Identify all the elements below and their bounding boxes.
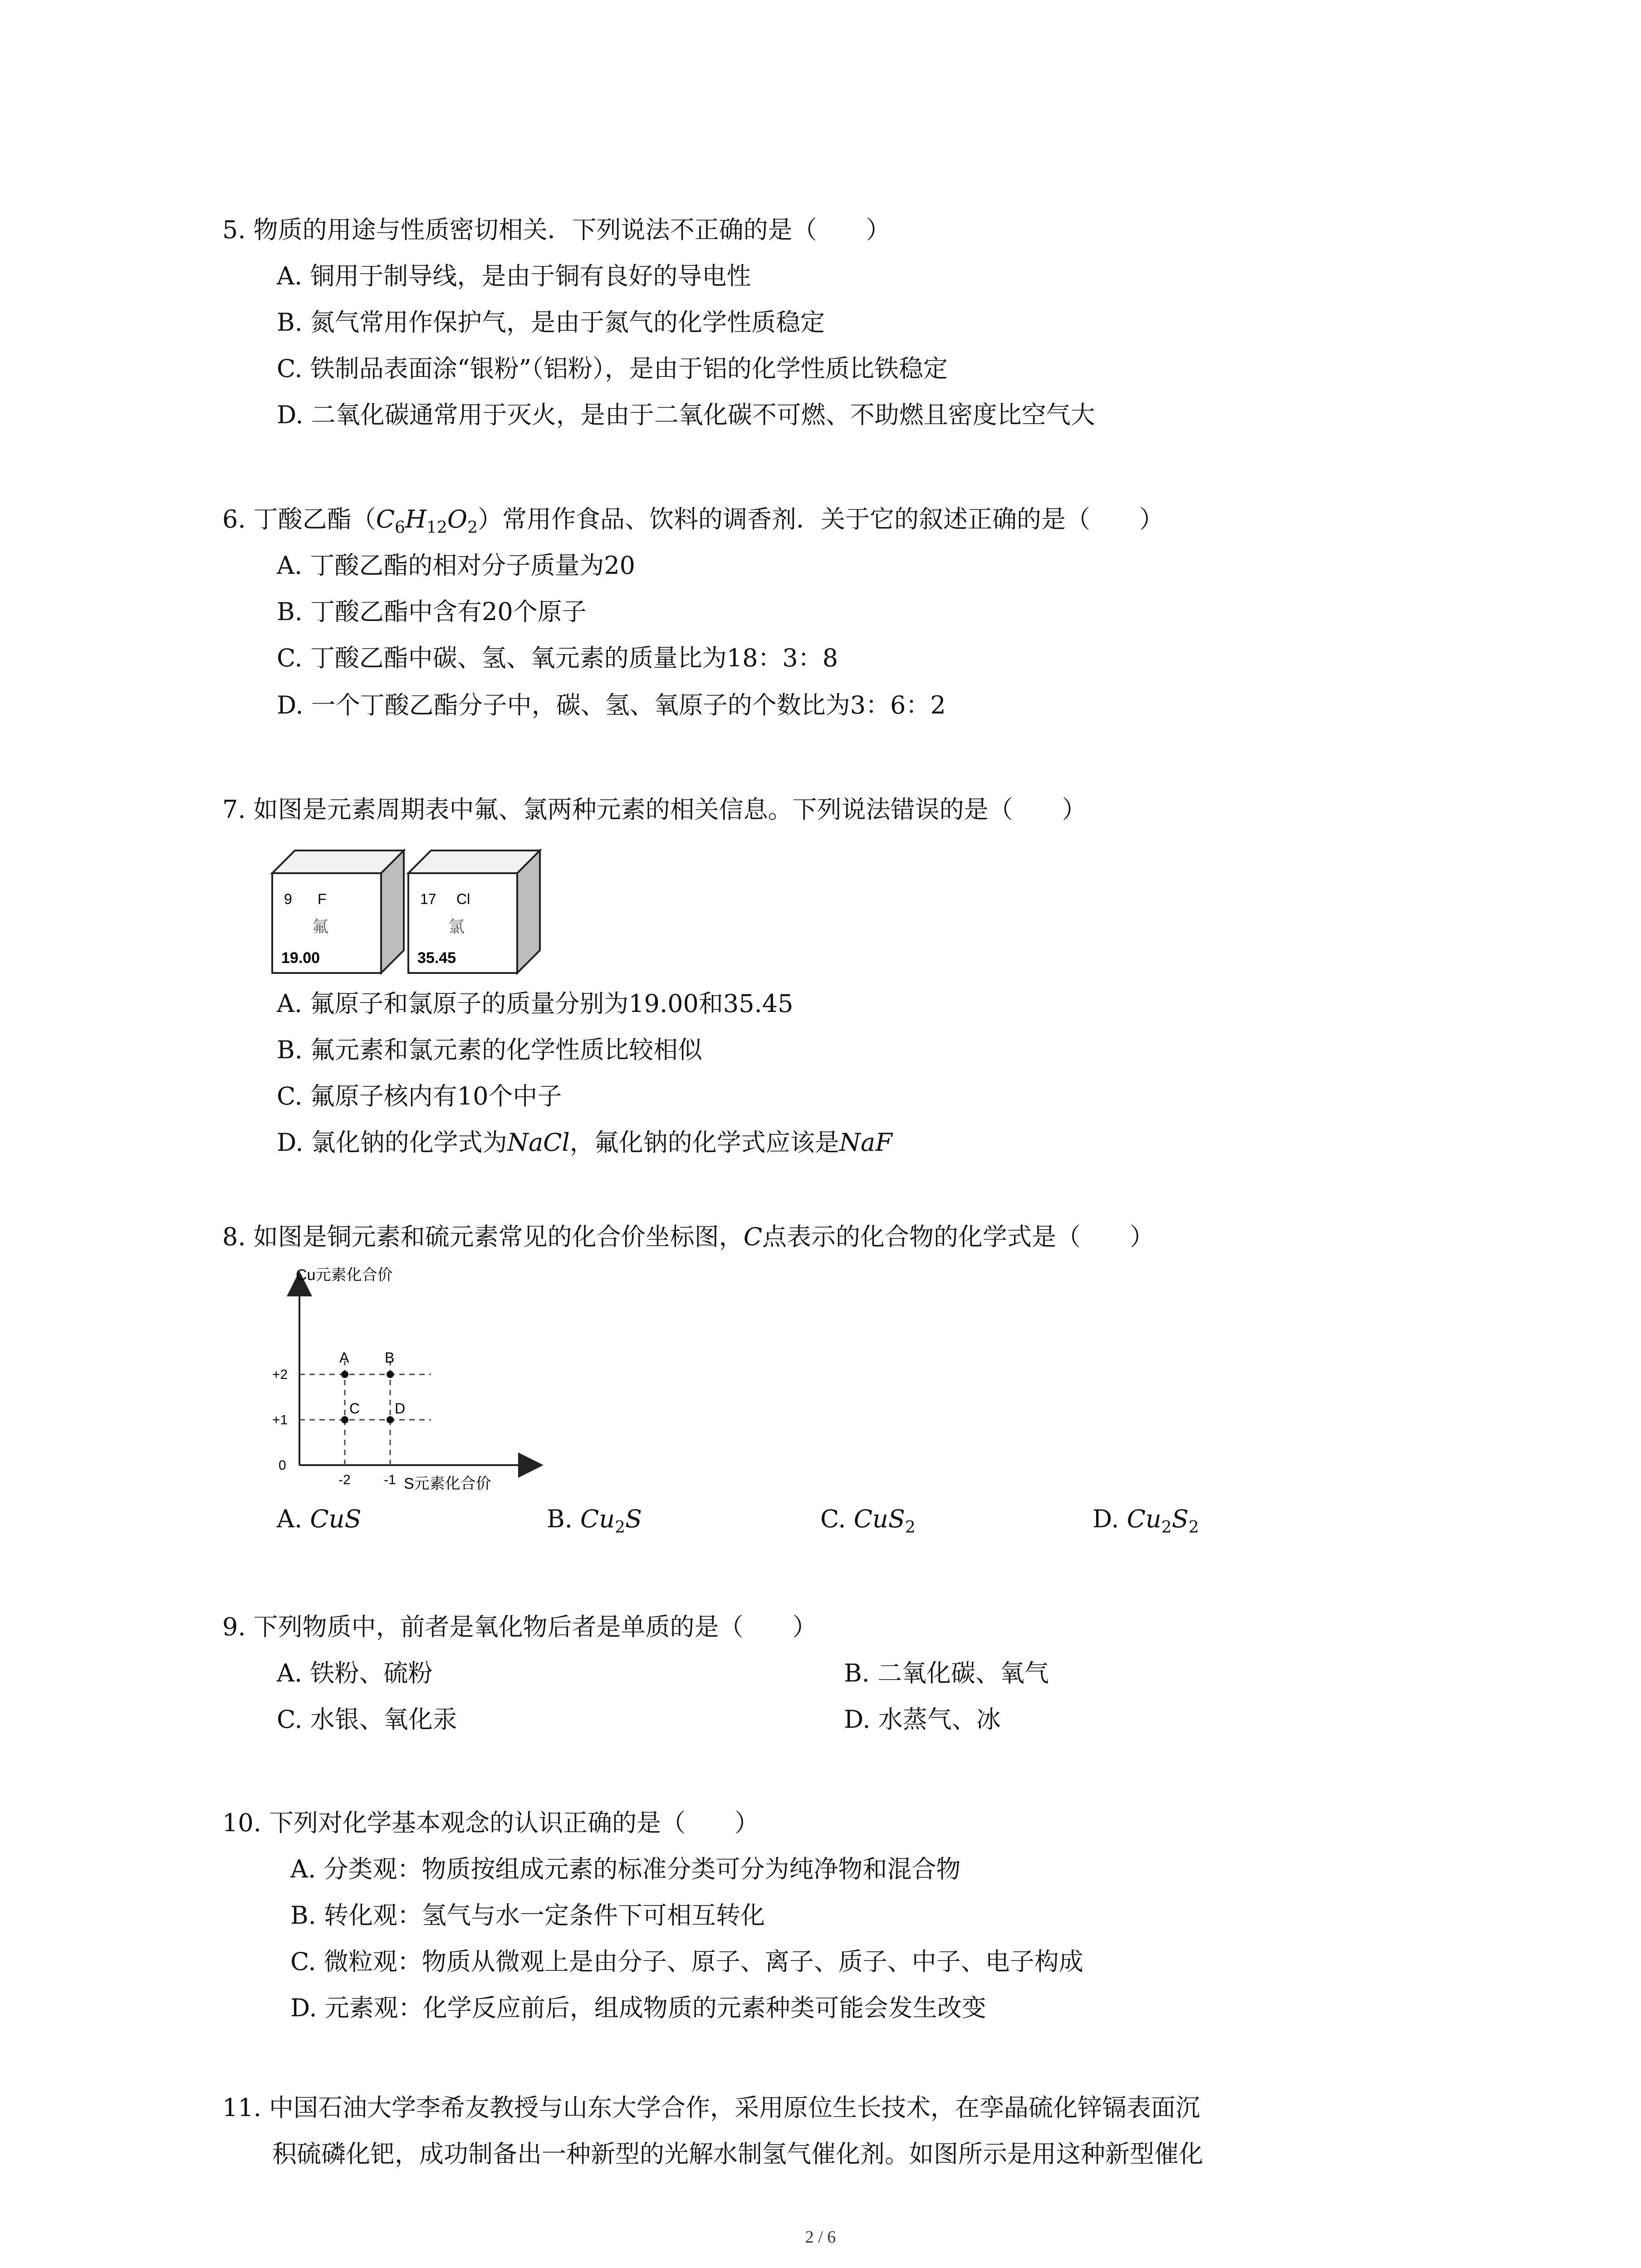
q10-option-b: B. 转化观：氢气与水一定条件下可相互转化 [290,1901,765,1930]
q6-stem-suffix: ）常用作食品、饮料的调香剂．关于它的叙述正确的是（ ） [478,505,1164,533]
q5-option-a: A. 铜用于制导线，是由于铜有良好的导电性 [277,262,751,290]
formula-cus2: CuS [853,1505,905,1533]
q6-stem [222,507,1164,536]
q5-option-c: C. 铁制品表面涂“银粉”（铝粉），是由于铝的化学性质比铁稳定 [277,354,948,383]
element-cubes-figure [268,846,549,982]
y-tick-label: +1 [272,1413,288,1427]
formula-h-count: 12 [426,518,447,537]
q10-stem: 10. 下列对化学基本观念的认识正确的是（ ） [222,1809,759,1837]
formula-cu: Cu [1127,1505,1161,1533]
formula-c-count: 6 [395,518,405,537]
q8-option-b-letter: B. [547,1505,573,1533]
q10-option-a: A. 分类观：物质按组成元素的标准分类可分为纯净物和混合物 [290,1855,961,1883]
formula-cu-count: 2 [1161,1518,1172,1537]
q6-option-a: A. 丁酸乙酯的相对分子质量为20 [277,551,636,580]
point-a [341,1371,348,1378]
fluorine-cube [272,850,404,973]
formula-o: O [447,505,468,533]
q8-option-d [1092,1507,1199,1536]
point-c [341,1416,348,1423]
q10-option-c: C. 微粒观：物质从微观上是由分子、原子、离子、质子、中子、电子构成 [290,1947,1083,1976]
formula-cus: CuS [310,1505,362,1533]
q8-option-a [277,1507,361,1531]
q6-option-c: C. 丁酸乙酯中碳、氢、氧元素的质量比为18：3：8 [277,644,838,672]
formula-nacl: NaCl [507,1128,570,1157]
point-label-b: B [385,1349,395,1366]
chlorine-symbol: Cl [456,891,470,907]
point-d [387,1416,394,1423]
x-tick-label: -1 [384,1472,396,1487]
q7-option-d [277,1130,892,1155]
formula-s-count: 2 [1188,1518,1199,1537]
q9-option-c: C. 水银、氧化汞 [277,1705,457,1734]
y-tick-label: +2 [272,1367,288,1382]
q9-option-b: B. 二氧化碳、氧气 [844,1659,1049,1687]
chlorine-cube [408,850,540,973]
q8-stem [222,1222,1155,1251]
formula-cu: Cu [580,1505,615,1533]
q8-option-a-letter: A. [277,1505,303,1533]
formula-cu-count: 2 [615,1518,626,1537]
formula-s: S [625,1505,642,1533]
formula-s: S [1171,1505,1189,1533]
formula-h: H [405,505,427,533]
formula-c: C [376,505,395,533]
q9-stem: 9. 下列物质中，前者是氧化物后者是单质的是（ ） [222,1613,817,1641]
q8-option-c-letter: C. [820,1505,846,1533]
chlorine-mass: 35.45 [417,949,456,967]
point-label-a: A [339,1349,349,1366]
y-axis-label: Cu元素化合价 [296,1266,393,1284]
formula-o-count: 2 [467,518,478,537]
q8-point-c-ref: C [743,1222,763,1251]
q7-stem: 7. 如图是元素周期表中氟、氯两种元素的相关信息。下列说法错误的是（ ） [222,795,1087,824]
q8-option-b [547,1507,642,1536]
q5-option-d: D. 二氧化碳通常用于灭火，是由于二氧化碳不可燃、不助燃且密度比空气大 [277,401,1095,429]
fluorine-symbol: F [318,891,327,907]
q9-option-a: A. 铁粉、硫粉 [277,1659,433,1687]
x-axis-label: S元素化合价 [404,1475,491,1492]
x-tick-label: -2 [338,1472,351,1487]
q8-stem-suffix: 点表示的化合物的化学式是（ ） [762,1222,1155,1251]
q8-option-c [820,1507,916,1536]
q8-stem-prefix: 8. 如图是铜元素和硫元素常见的化合价坐标图， [222,1222,744,1251]
fluorine-number: 9 [284,891,292,907]
formula-s-count: 2 [905,1518,916,1537]
q8-option-d-letter: D. [1092,1505,1119,1533]
q5-stem: 5. 物质的用途与性质密切相关．下列说法不正确的是（ ） [222,215,891,244]
formula-naf: NaF [839,1128,892,1157]
fluorine-mass: 19.00 [281,949,320,967]
q7-option-d-prefix: D. 氯化钠的化学式为 [277,1128,507,1157]
page-number: 2 / 6 [805,2228,836,2247]
q5-option-b: B. 氮气常用作保护气，是由于氮气的化学性质稳定 [277,308,825,337]
origin-label: 0 [279,1458,286,1473]
q7-option-d-middle: ，氟化钠的化学式应该是 [569,1128,839,1157]
point-label-d: D [395,1400,406,1417]
q7-option-c: C. 氟原子核内有10个中子 [277,1082,562,1110]
chlorine-number: 17 [420,891,436,907]
valence-coordinate-chart [268,1266,585,1492]
point-label-c: C [349,1400,360,1417]
q7-option-b: B. 氟元素和氯元素的化学性质比较相似 [277,1036,703,1064]
q10-option-d: D. 元素观：化学反应前后，组成物质的元素种类可能会发生改变 [290,1994,986,2022]
q6-stem-prefix: 6. 丁酸乙酯（ [222,505,376,533]
q11-line-2: 积硫磷化钯，成功制备出一种新型的光解水制氢气催化剂。如图所示是用这种新型催化 [272,2140,1203,2168]
fluorine-name: 氟 [312,918,329,936]
point-b [387,1371,394,1378]
q11-line-1: 11. 中国石油大学李希友教授与山东大学合作，采用原位生长技术，在孪晶硫化锌镉表面沉 [222,2093,1200,2122]
q7-option-a: A. 氟原子和氯原子的质量分别为19.00和35.45 [277,989,794,1018]
q6-option-b: B. 丁酸乙酯中含有20个原子 [277,597,587,626]
q6-option-d: D. 一个丁酸乙酯分子中，碳、氢、氧原子的个数比为3：6：2 [277,691,946,719]
chlorine-name: 氯 [448,918,465,936]
q9-option-d: D. 水蒸气、冰 [844,1705,1001,1734]
